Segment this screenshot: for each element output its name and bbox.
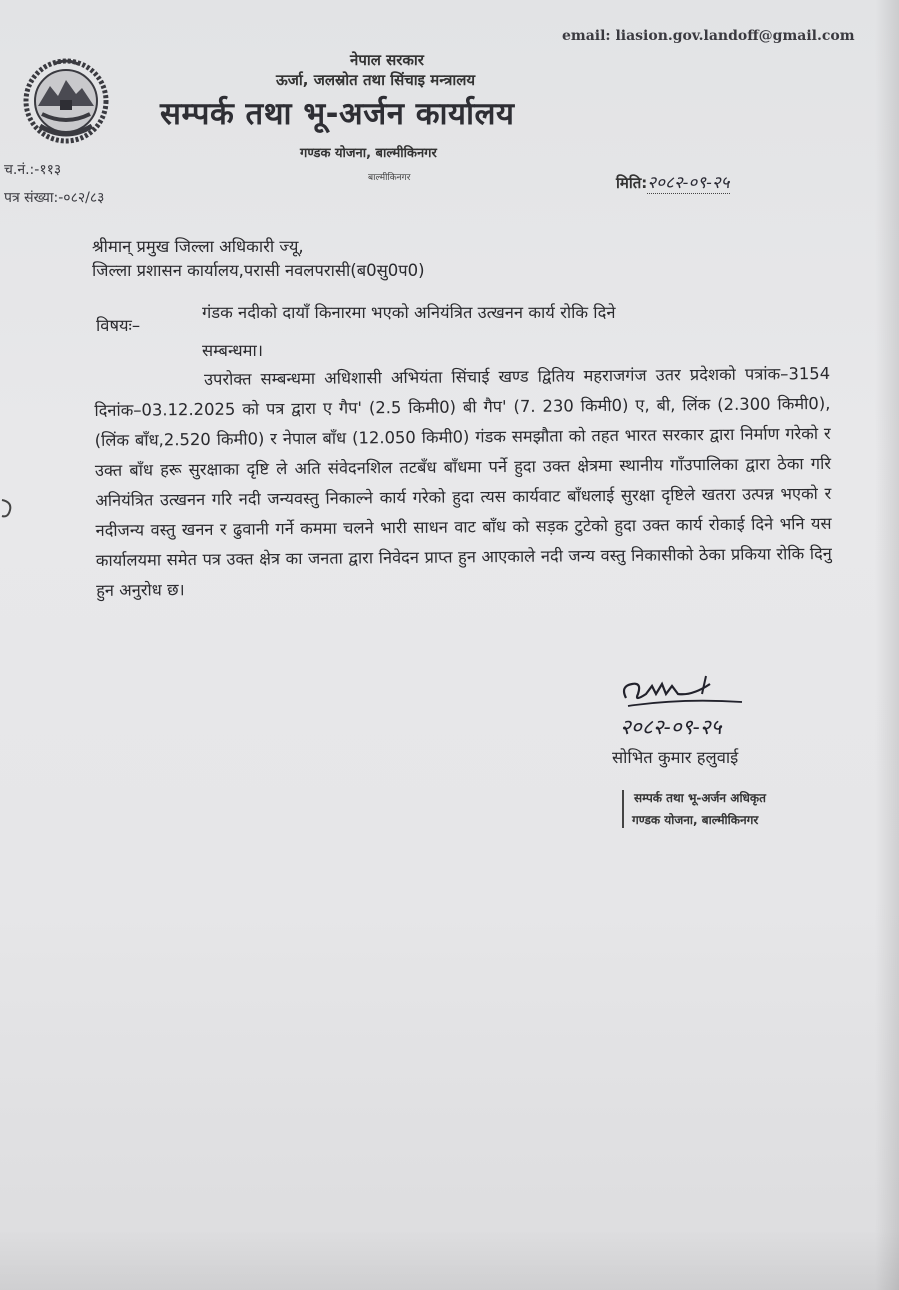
letter-date <box>616 170 730 193</box>
letterhead-email: email: liasion.gov.landoff@gmail.com <box>562 28 855 44</box>
designation-bracket <box>622 790 624 828</box>
addressee-line-2: जिल्ला प्रशासन कार्यालय,परासी नवलपरासी(ब0सु0प0) <box>92 261 425 280</box>
letter-body: उपरोक्त सम्बन्धमा अधिशासी अभियंता सिंचाई खण्ड द्वितिय महराजगंज उतर प्रदेशको पत्रांक–3154 दिनांक–03.12.2025 को पत्र द्वारा ए गैप' (2.5 किमी0) बी गैप' (7. 230 किमी0) ए, बी, लिंक (2.300 किमी0), (लिंक बाँध,2.520 किमी0) र नेपाल बाँध (12.050 किमी0) गंडक समझौता को तहत भारत सरकार द्वारा निर्माण गरेको र उक्त बाँध हरू सुरक्षाका दृष्टि ले अति संवेदनशिल तटबँध बाँधमा पर्ने हुदा उक्त क्षेत्रमा स्थानीय गाँउपालिका द्वारा ठेका गरि अनियंत्रित उत्खनन गरि नदी जन्यवस्तु निकाल्ने कार्य गरेको हुदा त्यस कार्यवाट बाँधलाई सुरक्षा दृष्टिले खतरा उत्पन्न भएको र नदीजन्य वस्तु खनन र ढुवानी गर्ने कममा चलने भारी साधन वाट बाँध को सड़क टुटेको हुदा उक्त कार्य रोकाई दिने भनि यस कार्यालयमा समेत पत्र उक्त क्षेत्र का जनता द्वारा निवेदन प्राप्त हुन आएकाले नदी जन्य वस्तु निकासीको ठेका प्रकिया रोकि दिनु हुन अनुरोध छ। <box>94 363 832 600</box>
nepal-emblem-icon <box>20 56 112 146</box>
patra-sankhya: पत्र संख्या:-०८२/८३ <box>4 190 105 206</box>
signer-name: सोभित कुमार हलुवाई <box>612 748 739 767</box>
addressee-line-1: श्रीमान् प्रमुख जिल्ला अधिकारी ज्यू, <box>92 237 304 256</box>
handwritten-signature <box>612 672 772 742</box>
office-stamp-text: बाल्मीकिनगर <box>368 173 411 183</box>
letterhead-location: गण्डक योजना, बाल्मीकिनगर <box>300 146 437 161</box>
signer-office: गण्डक योजना, बाल्मीकिनगर <box>632 813 759 827</box>
page-edge-shadow <box>875 0 899 1290</box>
letterhead-ministry: ऊर्जा, जलस्रोत तथा सिंचाइ मन्त्रालय <box>276 71 476 89</box>
letterhead-government: नेपाल सरकार <box>350 51 424 69</box>
paper-clip-mark <box>0 496 14 522</box>
signer-designation: सम्पर्क तथा भू-अर्जन अधिकृत <box>634 791 766 805</box>
subject-line-2: सम्बन्धमा। <box>202 341 264 360</box>
subject-label: विषयः– <box>96 316 141 335</box>
signature-date: २०८२-०९-२५ <box>620 715 722 739</box>
page-bottom-shadow <box>0 1230 899 1290</box>
date-value: २०८२-०९-२५ <box>647 173 730 193</box>
letterhead-office-name: सम्पर्क तथा भू-अर्जन कार्यालय <box>160 96 515 132</box>
date-label: मिति: <box>616 174 648 192</box>
chalani-number: च.नं.:-११३ <box>4 162 62 178</box>
subject-line-1: गंडक नदीको दायाँ किनारमा भएको अनियंत्रित उत्खनन कार्य रोकि दिने <box>202 303 616 322</box>
